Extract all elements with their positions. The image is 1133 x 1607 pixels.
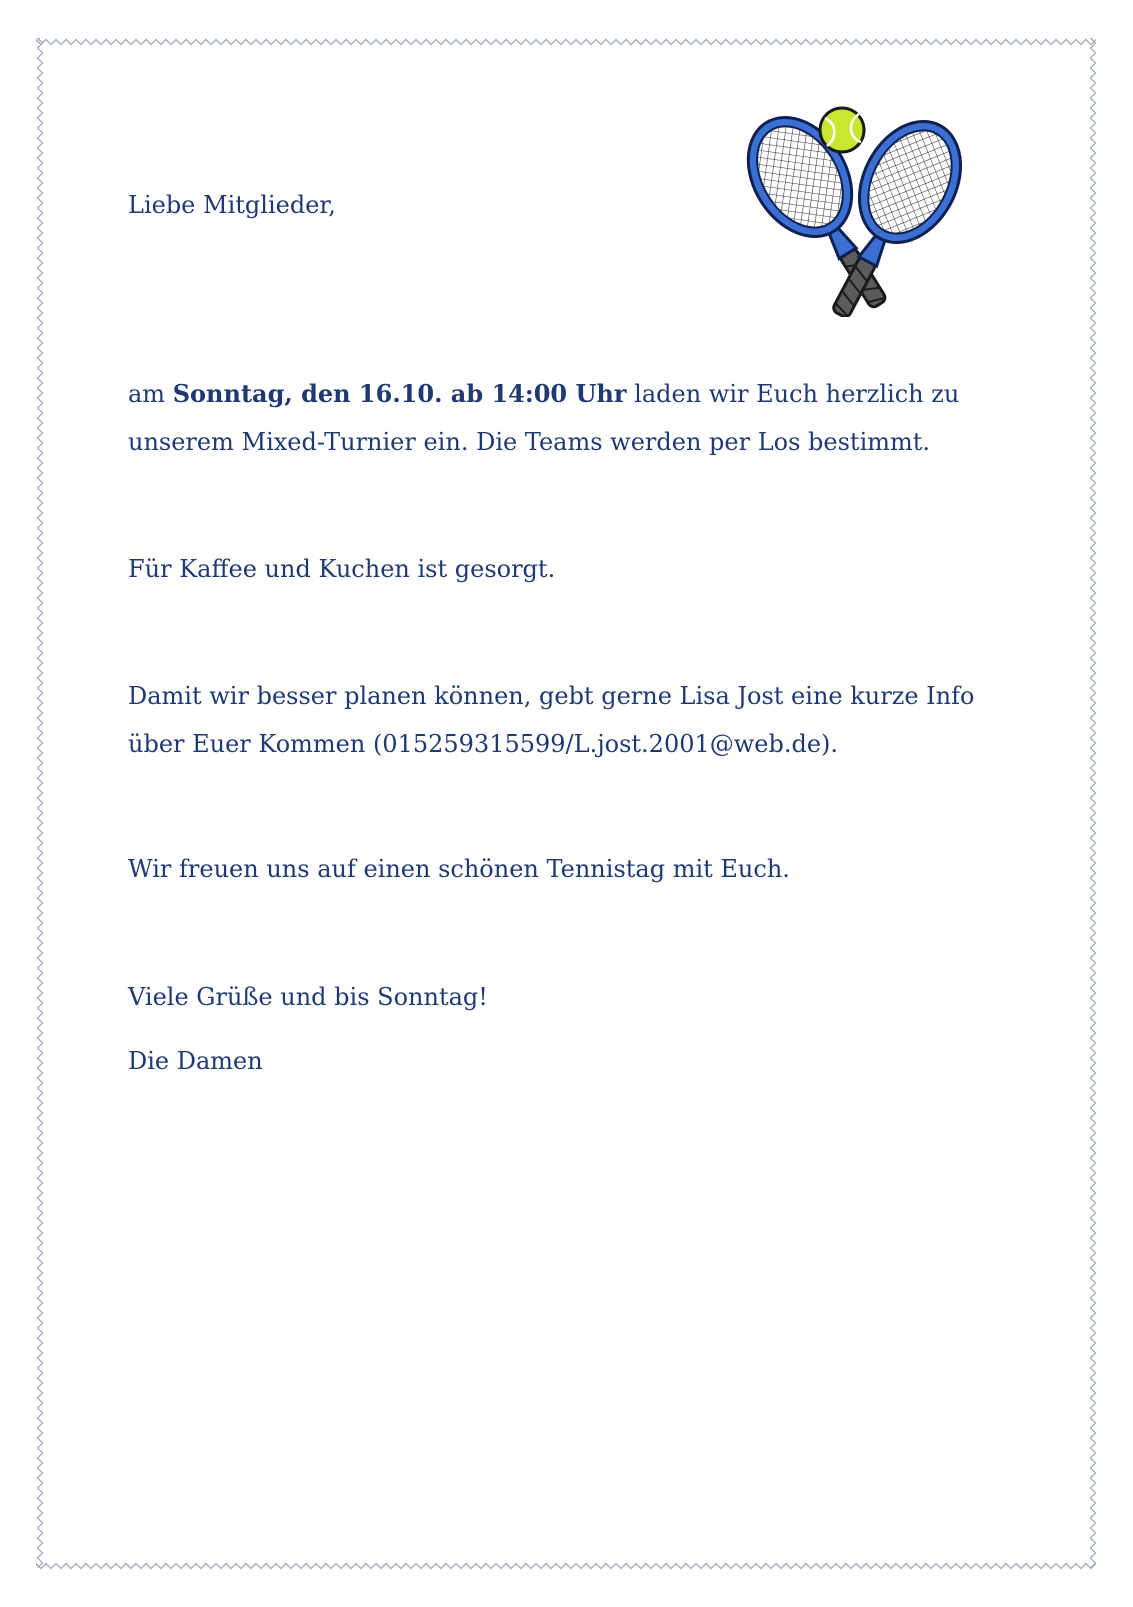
border-bottom [36,1564,1096,1569]
border-left [38,38,43,1568]
invitation-line-2: unserem Mixed-Turnier ein. Die Teams werden per Los bestimmt. [128,428,931,456]
tennis-rackets-and-ball-icon [745,102,975,317]
invitation-line-1 [128,370,959,418]
tennis-ball [820,108,864,152]
closing-wish: Wir freuen uns auf einen schönen Tennistag mit Euch. [128,855,790,883]
rsvp-line-2: über Euer Kommen (015259315599/L.jost.2001@web.de). [128,730,839,758]
border-top [36,40,1096,45]
invitation-prefix: am [128,380,173,408]
invitation-line-1-rest: laden wir Euch herzlich zu [626,380,960,408]
rsvp-line-1: Damit wir besser planen können, gebt gerne Lisa Jost eine kurze Info [128,682,975,710]
salutation: Liebe Mitglieder, [128,191,336,219]
signature: Die Damen [128,1047,263,1075]
farewell: Viele Grüße und bis Sonntag! [128,983,488,1011]
event-date-time: Sonntag, den 16.10. ab 14:00 Uhr [172,379,627,408]
border-right [1091,38,1096,1568]
refreshments-note: Für Kaffee und Kuchen ist gesorgt. [128,555,556,583]
